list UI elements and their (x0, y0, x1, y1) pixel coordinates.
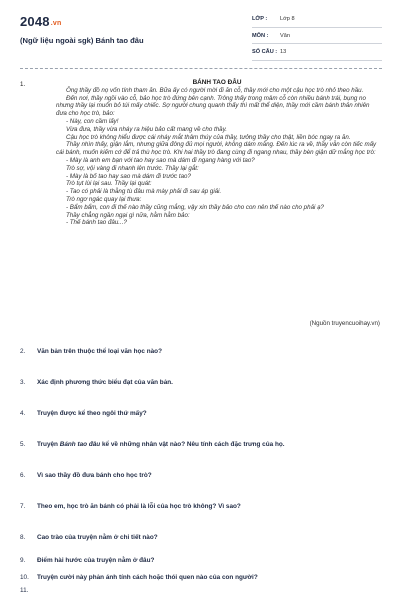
passage-paragraph: - Này, con cầm lấy! (66, 117, 119, 125)
meta-label: SỐ CÂU : (252, 49, 278, 55)
question-text: Truyện cười này phản ánh tính cách hoặc thói quen nào của con người? (37, 574, 258, 581)
question-number: 5. (20, 441, 26, 448)
question-number: 3. (20, 379, 26, 386)
passage-paragraph: Trò ngơ ngác quay lại thưa: (66, 195, 142, 203)
question-item (20, 472, 152, 479)
header-divider (20, 68, 382, 69)
question-number: 11. (20, 587, 29, 594)
question-text: Cao trào của truyện nằm ở chi tiết nào? (37, 534, 158, 541)
passage-paragraph: - Mày là anh em bạn với tao hay sao mà dám đi ngang hàng với tao? (66, 156, 255, 164)
question-text: Điểm hài hước của truyện nằm ở đâu? (37, 557, 155, 564)
passage-paragraph: Thầy chẳng ngần ngại gì nữa, hằm hằm bảo: (66, 211, 190, 219)
question-item (20, 348, 162, 355)
document-title: (Ngữ liệu ngoài sgk) Bánh tao đâu (20, 36, 144, 45)
passage-paragraph: - Mày là bố tao hay sao mà dám đi trước tao? (66, 172, 191, 180)
meta-row-class (252, 14, 382, 28)
question-number: 2. (20, 348, 26, 355)
meta-box (252, 14, 382, 64)
meta-row-subject (252, 31, 382, 45)
meta-row-question-count (252, 47, 382, 61)
question-number: 9. (20, 557, 26, 564)
meta-value: Lớp 8 (280, 16, 295, 22)
passage-paragraph: - Bẩm bẩm, con đi thế nào thầy cũng mắng, vậy xin thầy bảo cho con nên thế nào cho phải ạ? (66, 203, 324, 211)
question-item (20, 534, 158, 541)
question-text: Truyện được kể theo ngôi thứ mấy? (37, 410, 147, 417)
question-number: 10. (20, 574, 29, 581)
question-text: Theo em, học trò ăn bánh có phải là lỗi của học trò không? Vì sao? (37, 503, 241, 510)
worksheet-header (20, 14, 382, 58)
question-item (20, 557, 154, 564)
meta-label: LỚP : (252, 16, 268, 22)
story-title-italic: Bánh tao đâu (59, 441, 101, 448)
passage-paragraph: Trò tụt lùi lại sau. Thầy lại quát: (66, 180, 152, 188)
question-item (20, 503, 241, 510)
logo-main: 2048 (20, 14, 50, 29)
question-number: 6. (20, 472, 26, 479)
question-item (20, 587, 37, 594)
meta-value: Văn (280, 32, 290, 39)
question-text: Vì sao thầy đồ đưa bánh cho học trò? (37, 472, 152, 479)
question-text-part: kể về những nhân vật nào? Nêu tính cách đặc trưng của họ. (100, 441, 285, 448)
logo-suffix: .vn (50, 20, 62, 27)
question-item (20, 410, 147, 417)
passage-paragraph: - Thế bánh tao đâu...? (66, 219, 127, 227)
meta-label: MÔN : (252, 32, 269, 39)
question-number: 4. (20, 410, 26, 417)
site-logo[interactable] (20, 14, 61, 29)
question-item (20, 379, 173, 386)
passage-source: (Nguồn truyencuoihay.vn) (309, 320, 380, 327)
meta-value: 13 (280, 49, 287, 55)
question-item (20, 441, 285, 448)
passage-paragraph: Ông thầy đồ nọ vốn tính tham ăn. Bữa ấy có người mời đi ăn cỗ, thầy mới cho một cậu học trò nhỏ theo hầu. (66, 86, 364, 94)
passage-paragraph: Thầy nhìn thấy, giận lắm, nhưng giữa đông đủ mọi người, không dám mắng. Đến lúc ra về, thầy vẫn còn tiếc mấy cái bánh, muốn kiếm cớ để trả thù học trò. Khi hai thầy trò đang cùng đi ngang nhau, thầy bèn giận dữ mắng học trò: (56, 141, 377, 157)
passage-paragraph: Đến nơi, thầy ngồi vào cỗ, bảo học trò đứng bên cạnh. Trông thấy trong mâm cỗ còn nhiều bánh trái, bụng no nhưng thầy lại muốn bỏ túi mấy chiếc. Sợ người chung quanh thấy thì mất thể diện, thầy mới cầm bánh thản nhiên đưa cho học trò, bảo: (56, 94, 370, 118)
reading-passage (56, 79, 378, 227)
passage-title: BÁNH TAO ĐÂU (192, 79, 242, 86)
question-number: 8. (20, 534, 26, 541)
question-item (20, 574, 258, 581)
question-text: Xác định phương thức biểu đạt của văn bản. (37, 379, 173, 386)
passage-paragraph: - Tao có phải là thằng tù đâu mà mày phải đi sau áp giải. (66, 188, 222, 196)
question-number: 1. (20, 81, 26, 88)
question-text-part: Truyện (37, 441, 60, 448)
question-number: 7. (20, 503, 26, 510)
passage-paragraph: Trò sợ, vội vàng đi nhanh lên trước. Thầy lại gắt: (66, 164, 199, 172)
passage-paragraph: Cậu học trò không hiểu được cái nháy mắt thâm thúy của thầy, tưởng thầy cho thật, liền bóc ngay ra ăn. (66, 133, 351, 141)
question-text (37, 441, 285, 448)
passage-paragraph: Vừa đưa, thầy vừa nháy ra hiệu bảo cất mang về cho thầy. (66, 125, 227, 133)
question-text: Văn bản trên thuộc thể loại văn học nào? (37, 348, 162, 355)
